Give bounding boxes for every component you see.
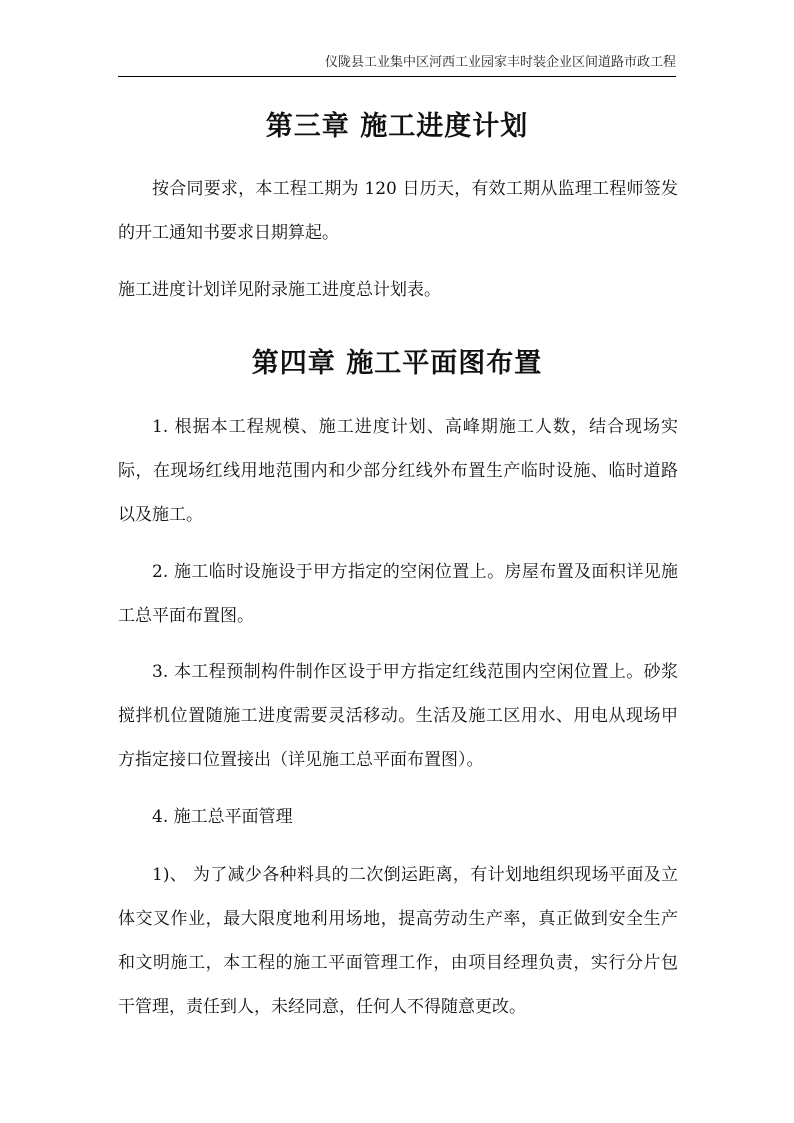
chapter-4-item-2: 2. 施工临时设施设于甲方指定的空闲位置上。房屋布置及面积详见施工总平面布置图。 xyxy=(118,562,678,626)
chapter-4-item-3: 3. 本工程预制构件制作区设于甲方指定红线范围内空闲位置上。砂浆搅拌机位置随施工进度需要灵活移动。生活及施工区用水、用电从现场甲方指定接口位置接出（详见施工总平面布置图）。 xyxy=(118,662,678,770)
page-header xyxy=(118,56,676,77)
chapter-4-item-1: 1. 根据本工程规模、施工进度计划、高峰期施工人数，结合现场实际，在现场红线用地范围内和少部分红线外布置生产临时设施、临时道路以及施工。 xyxy=(118,417,678,525)
chapter-3-title: 第三章 施工进度计划 xyxy=(265,111,529,142)
chapter-3-paragraph-2: 施工进度计划详见附录施工进度总计划表。 xyxy=(118,280,441,300)
header-project-name: 仪陇县工业集中区河西工业园家丰时装企业区间道路市政工程 xyxy=(324,55,676,70)
chapter-4-item-4: 4. 施工总平面管理 xyxy=(152,807,293,827)
chapter-4-title: 第四章 施工平面图布置 xyxy=(251,348,543,379)
chapter-4-item-4-sub-1: 1)、 为了减少各种料具的二次倒运距离，有计划地组织现场平面及立体交叉作业，最大限度地利用场地，提高劳动生产率，真正做到安全生产和文明施工，本工程的施工平面管理工作，由项目经理负责，实行分片包干管理，责任到人，未经同意，任何人不得随意更改。 xyxy=(118,865,678,1017)
chapter-3-paragraph-1: 按合同要求，本工程工期为 120 日历天，有效工期从监理工程师签发的开工通知书要求日期算起。 xyxy=(118,179,678,243)
